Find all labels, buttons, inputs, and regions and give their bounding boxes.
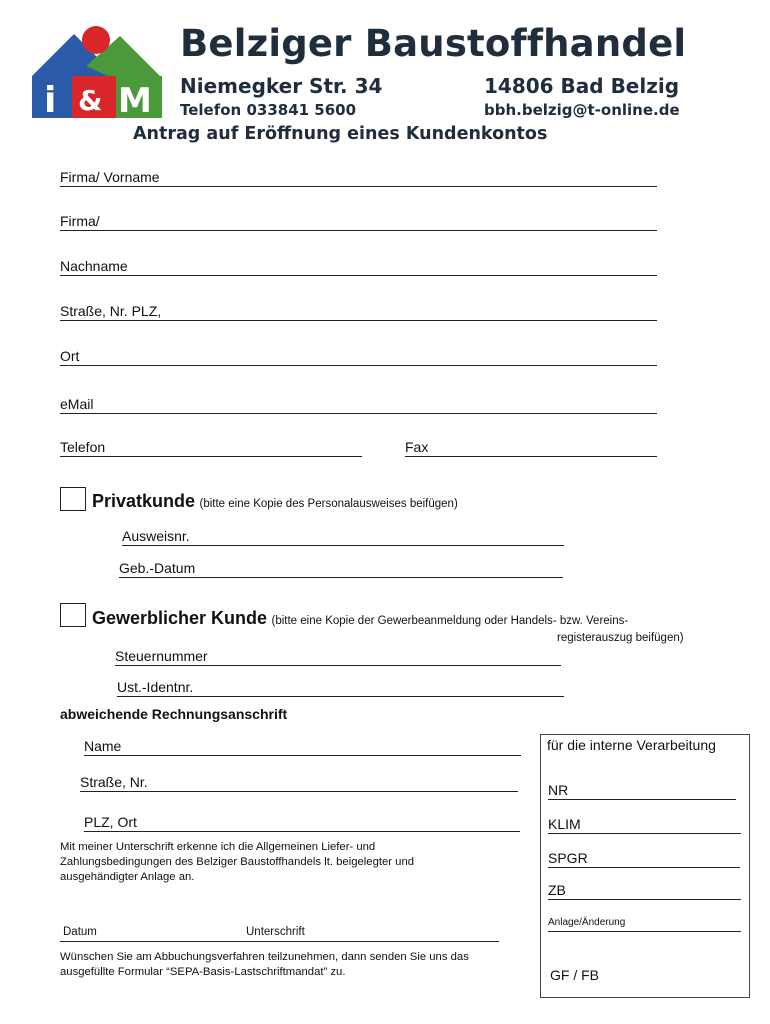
- firma-vorname-label: Firma/ Vorname: [60, 169, 160, 185]
- sepa-note: [60, 950, 469, 980]
- internal-processing-box: [540, 734, 750, 998]
- gf-fb-label: GF / FB: [550, 967, 599, 983]
- nachname-field[interactable]: [60, 257, 657, 276]
- rechnung-plz-ort-label: PLZ, Ort: [84, 814, 137, 830]
- firma-label: Firma/: [60, 213, 100, 229]
- privatkunde-label: Privatkunde: [92, 491, 196, 511]
- nr-label: NR: [548, 782, 569, 798]
- ausweisnr-field[interactable]: [122, 527, 564, 546]
- gewerblicher-kunde-note: (bitte eine Kopie der Gewerbeanmeldung oder Handels- bzw. Vereins-: [271, 615, 629, 627]
- rechnung-name-field[interactable]: [84, 737, 521, 756]
- spgr-field[interactable]: [548, 849, 740, 868]
- telefon-label: Telefon: [60, 439, 106, 455]
- gewerblicher-kunde-option: [92, 608, 628, 629]
- agb-line: Zahlungsbedingungen des Belziger Baustoffhandels lt. beigelegter und: [60, 856, 415, 868]
- sepa-line: ausgefüllte Formular “SEPA-Basis-Lastschriftmandat” zu.: [60, 966, 346, 978]
- ort-field[interactable]: [60, 347, 657, 366]
- anlage-aenderung-label: Anlage/Änderung: [548, 917, 626, 928]
- anlage-aenderung-field[interactable]: [548, 915, 741, 932]
- gewerblicher-kunde-checkbox[interactable]: [60, 603, 86, 627]
- svg-text:M: M: [118, 81, 152, 120]
- telefon-field[interactable]: [60, 438, 362, 457]
- klim-field[interactable]: [548, 815, 741, 834]
- datum-label: Datum: [63, 926, 97, 938]
- spgr-label: SPGR: [548, 850, 588, 866]
- geburtsdatum-label: Geb.-Datum: [119, 560, 196, 576]
- strasse-label: Straße, Nr. PLZ,: [60, 303, 162, 319]
- agb-statement: [60, 840, 414, 885]
- ust-idnr-label: Ust.-Identnr.: [117, 679, 194, 695]
- company-logo: [30, 26, 164, 120]
- firma-field[interactable]: [60, 212, 657, 231]
- firma-vorname-field[interactable]: [60, 168, 657, 187]
- steuernummer-field[interactable]: [115, 647, 561, 666]
- form-title: Antrag auf Eröffnung eines Kundenkontos: [133, 124, 548, 144]
- geburtsdatum-field[interactable]: [119, 559, 563, 578]
- internal-box-title: für die interne Verarbeitung: [547, 737, 716, 753]
- ust-idnr-field[interactable]: [117, 678, 564, 697]
- privatkunde-note: (bitte eine Kopie des Personalausweises beifügen): [199, 498, 458, 510]
- klim-label: KLIM: [548, 816, 581, 832]
- email-field[interactable]: [60, 395, 657, 414]
- fax-label: Fax: [405, 439, 429, 455]
- nachname-label: Nachname: [60, 258, 128, 274]
- ort-label: Ort: [60, 348, 80, 364]
- steuernummer-label: Steuernummer: [115, 648, 208, 664]
- email-label: eMail: [60, 396, 94, 412]
- strasse-field[interactable]: [60, 302, 657, 321]
- company-phone: Telefon 033841 5600: [180, 101, 357, 119]
- rechnung-strasse-field[interactable]: [80, 773, 518, 792]
- gewerblicher-kunde-label: Gewerblicher Kunde: [92, 608, 268, 628]
- privatkunde-option: [92, 491, 458, 512]
- signature-line[interactable]: [60, 923, 499, 942]
- company-city: 14806 Bad Belzig: [484, 74, 680, 98]
- rechnungsanschrift-heading: abweichende Rechnungsanschrift: [60, 706, 288, 722]
- agb-line: ausgehändigter Anlage an.: [60, 871, 195, 883]
- rechnung-strasse-label: Straße, Nr.: [80, 774, 148, 790]
- gewerblicher-kunde-note-continued: registerauszug beifügen): [557, 632, 684, 644]
- nr-field[interactable]: [548, 781, 736, 800]
- ausweisnr-label: Ausweisnr.: [122, 528, 190, 544]
- sepa-line: Wünschen Sie am Abbuchungsverfahren teilzunehmen, dann senden Sie uns das: [60, 951, 469, 963]
- svg-text:&: &: [78, 84, 103, 117]
- zb-label: ZB: [548, 882, 566, 898]
- agb-line: Mit meiner Unterschrift erkenne ich die Allgemeinen Liefer- und: [60, 841, 376, 853]
- rechnung-plz-ort-field[interactable]: [84, 813, 520, 832]
- company-street: Niemegker Str. 34: [180, 74, 383, 98]
- fax-field[interactable]: [405, 438, 657, 457]
- privatkunde-checkbox[interactable]: [60, 487, 86, 511]
- unterschrift-label: Unterschrift: [246, 926, 305, 938]
- company-name: Belziger Baustoffhandel: [180, 22, 687, 65]
- svg-text:i: i: [44, 80, 57, 120]
- company-email: bbh.belzig@t-online.de: [484, 101, 680, 119]
- rechnung-name-label: Name: [84, 738, 122, 754]
- zb-field[interactable]: [548, 881, 741, 900]
